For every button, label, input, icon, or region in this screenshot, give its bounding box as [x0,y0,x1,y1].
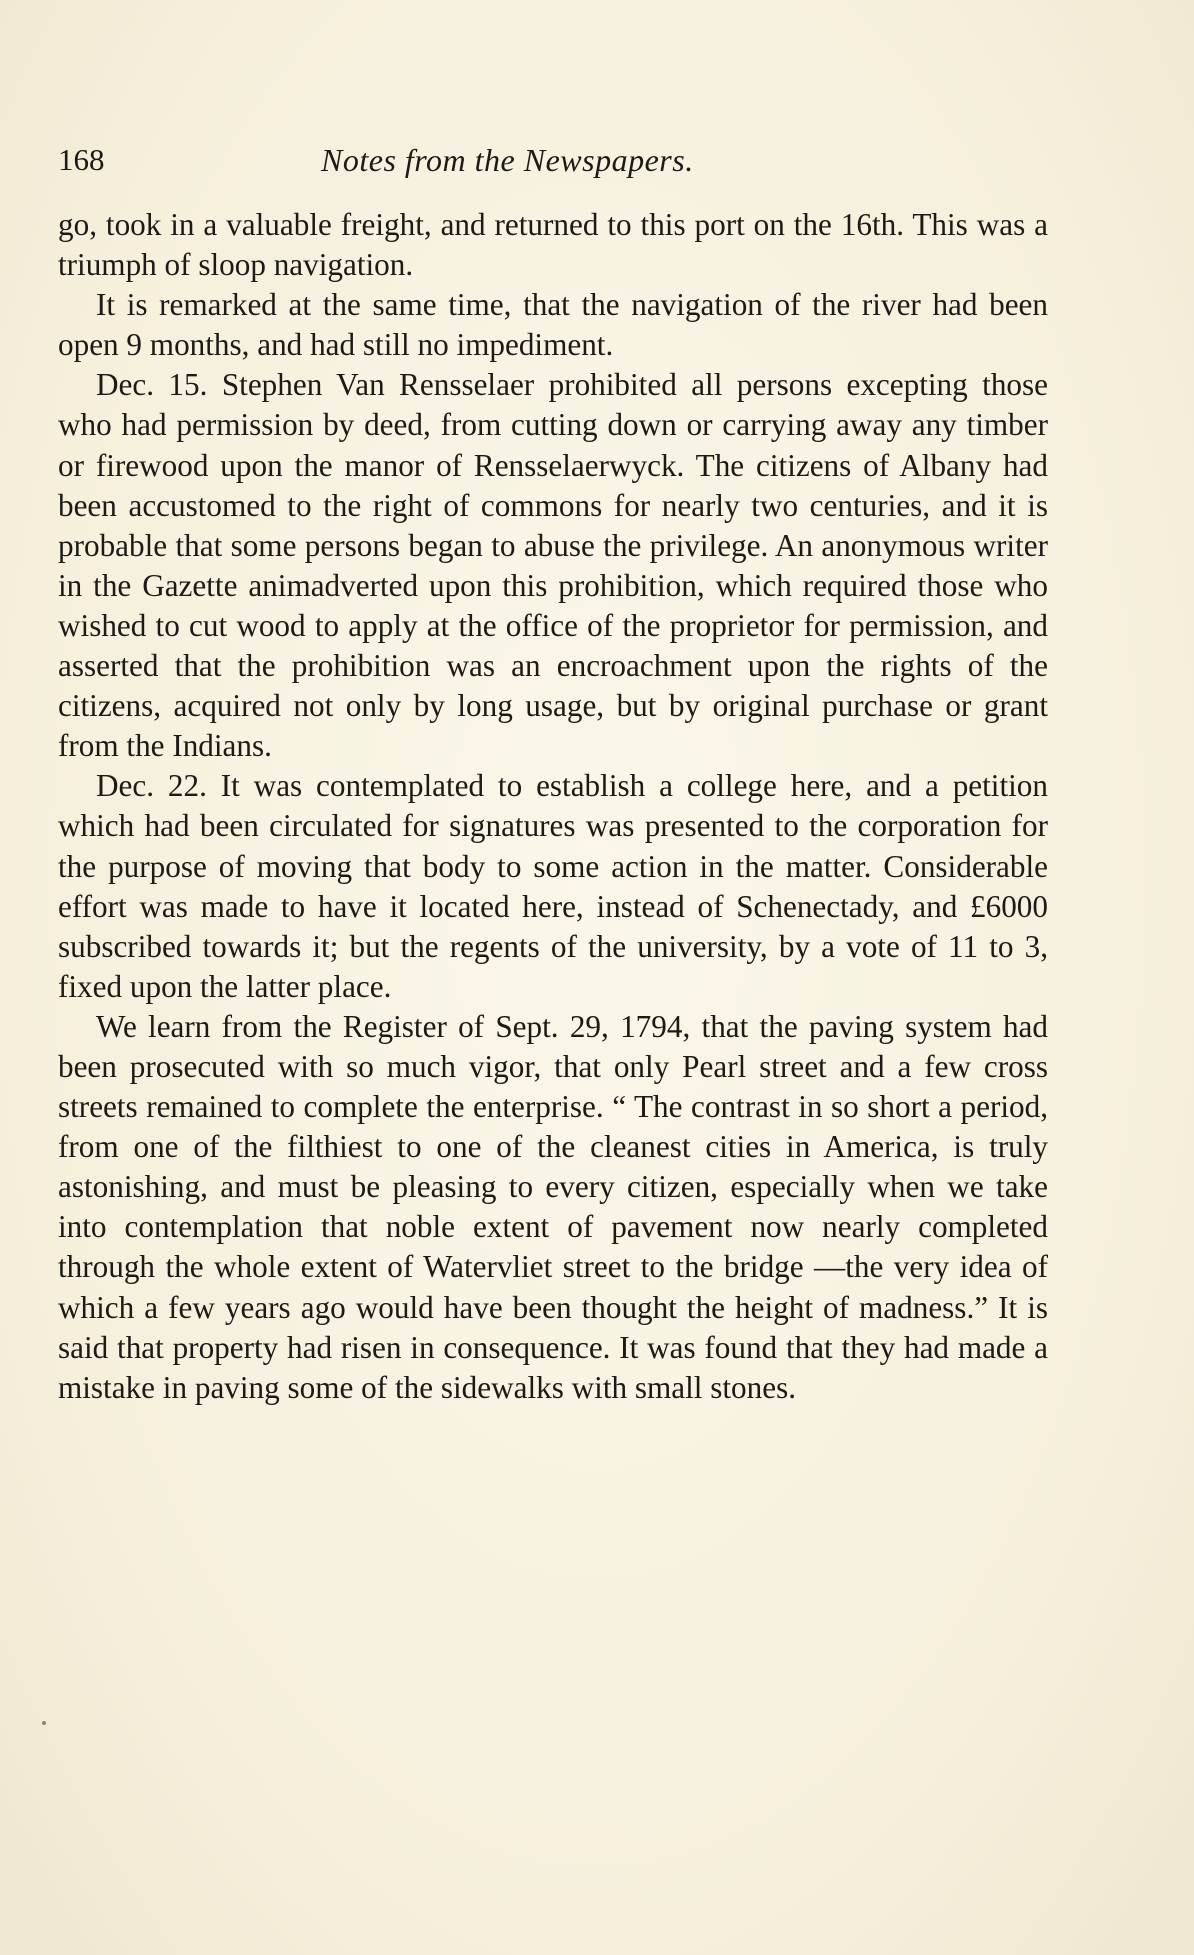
paper-speck [42,1721,46,1725]
page-content [58,138,1048,1408]
paragraph: Dec. 22. It was contemplated to establish a college here, and a petition which had been circulated for signatures was presented to the corporation for the purpose of moving that body to some action in the matter. Considerable effort was made to have it located here, instead of Schenectady, and £6000 subscribed towards it; but the regents of the university, by a vote of 11 to 3, fixed upon the latter place. [58,768,1048,1004]
running-title: Notes from the Newspapers. [321,142,694,178]
paragraph: We learn from the Register of Sept. 29, 1794, that the paving system had been prosecuted with so much vigor, that only Pearl street and a few cross streets remained to complete the enterprise. “ The contrast in so short a period, from one of the filthiest to one of the cleanest cities in America, is truly astonishing, and must be pleasing to every citizen, especially when we take into contemplation that noble extent of pavement now nearly completed through the whole extent of Watervliet street to the bridge —the very idea of which a few years ago would have been thought the height of madness.” It is said that property had risen in consequence. It was found that they had made a mistake in paving some of the sidewalks with small stones. [58,1008,1048,1405]
paragraph: It is remarked at the same time, that the navigation of the river had been open 9 months, and had still no impediment. [58,287,1048,363]
paragraph: go, took in a valuable freight, and returned to this port on the 16th. This was a triumph of sloop navigation. [58,207,1048,283]
body-text [58,205,1048,1408]
paragraph: Dec. 15. Stephen Van Rensselaer prohibited all persons excepting those who had permission by deed, from cutting down or carrying away any timber or firewood upon the manor of Rensselaerwyck. The citizens of Albany had been accustomed to the right of commons for nearly two centuries, and it is probable that some persons began to abuse the privilege. An anonymous writer in the Gazette animadverted upon this prohibition, which required those who wished to cut wood to apply at the office of the proprietor for permission, and asserted that the prohibition was an encroachment upon the rights of the citizens, acquired not only by long usage, but by original purchase or grant from the Indians. [58,367,1048,764]
page-header [58,138,1048,188]
page-number: 168 [58,142,105,177]
